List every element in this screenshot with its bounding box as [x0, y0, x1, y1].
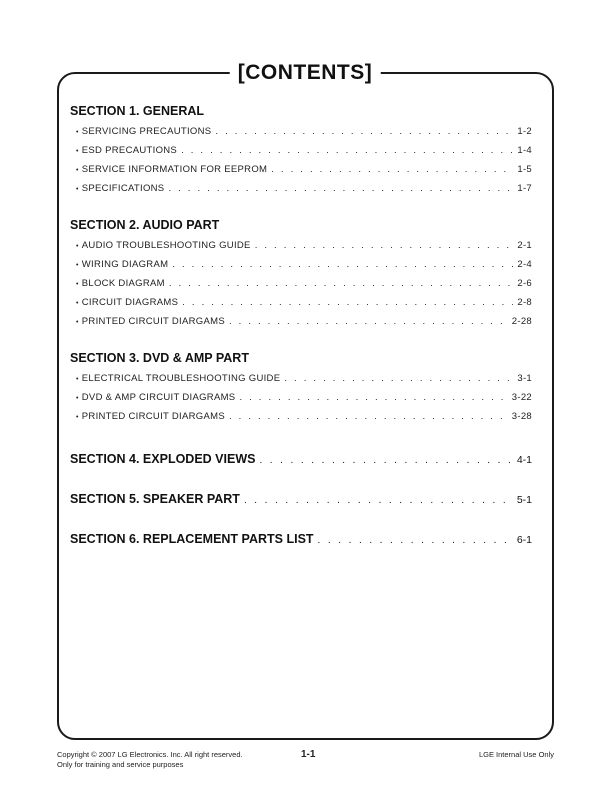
toc-entry-page: 1-7 — [517, 183, 532, 194]
toc-entry-label: DVD & AMP CIRCUIT DIAGRAMS — [81, 392, 236, 403]
toc-section-page: 6-1 — [516, 534, 532, 546]
bullet-icon: • — [76, 281, 79, 288]
toc-entry-page: 2-28 — [511, 316, 532, 327]
toc-entry-label: SERVICE INFORMATION FOR EEPROM — [81, 164, 268, 175]
toc-entry-page: 1-4 — [517, 145, 532, 156]
bullet-icon: • — [76, 148, 79, 155]
bullet-icon: • — [76, 319, 79, 326]
dot-leader — [169, 274, 514, 293]
classification-text: LGE Internal Use Only — [478, 750, 554, 759]
toc-entry[interactable] — [70, 255, 532, 274]
section-2 — [70, 214, 532, 331]
toc-entry-page: 2-8 — [517, 297, 532, 308]
toc-entry-page: 2-6 — [517, 278, 532, 289]
toc-entry[interactable] — [70, 388, 532, 407]
toc-entry-page: 3-28 — [511, 411, 532, 422]
bullet-icon: • — [76, 262, 79, 269]
bullet-icon: • — [76, 376, 79, 383]
toc-entry-page: 1-2 — [517, 126, 532, 137]
toc-entry-page: 2-4 — [517, 259, 532, 270]
toc-entry[interactable] — [70, 293, 532, 312]
dot-leader — [168, 179, 513, 198]
dot-leader — [271, 160, 513, 179]
toc-entry-page: 2-1 — [517, 240, 532, 251]
dot-leader — [229, 407, 508, 426]
footer-left — [57, 750, 243, 770]
dot-leader — [284, 369, 513, 388]
dot-leader — [239, 388, 507, 407]
bullet-icon: • — [76, 186, 79, 193]
toc-entry-label: WIRING DIAGRAM — [81, 259, 169, 270]
toc-entry-label: PRINTED CIRCUIT DIARGAMS — [81, 316, 225, 327]
toc-entry[interactable] — [70, 179, 532, 198]
dot-leader — [244, 490, 513, 512]
toc-section-page: 5-1 — [516, 494, 532, 506]
toc-entry-label: SERVICING PRECAUTIONS — [81, 126, 212, 137]
toc-entry-page: 3-22 — [511, 392, 532, 403]
bullet-icon: • — [76, 414, 79, 421]
toc-entry[interactable] — [70, 369, 532, 388]
section-1 — [70, 100, 532, 198]
toc-entry[interactable] — [70, 312, 532, 331]
bullet-icon: • — [76, 167, 79, 174]
dot-leader — [259, 450, 512, 472]
bullet-icon: • — [76, 129, 79, 136]
toc-entry-label: PRINTED CIRCUIT DIARGAMS — [81, 411, 225, 422]
toc-entry-label: CIRCUIT DIAGRAMS — [81, 297, 179, 308]
dot-leader — [182, 293, 513, 312]
toc-section-label: SECTION 5. SPEAKER PART — [70, 492, 240, 506]
toc-entry[interactable] — [70, 141, 532, 160]
toc-section-label: SECTION 4. EXPLODED VIEWS — [70, 452, 256, 466]
toc-section-label: SECTION 6. REPLACEMENT PARTS LIST — [70, 532, 314, 546]
dot-leader — [215, 122, 513, 141]
toc-section-4[interactable] — [70, 448, 532, 470]
toc-section-5[interactable] — [70, 488, 532, 510]
toc-entry[interactable] — [70, 274, 532, 293]
toc-entry-label: ESD PRECAUTIONS — [81, 145, 178, 156]
toc-entry-label: ELECTRICAL TROUBLESHOOTING GUIDE — [81, 373, 281, 384]
bullet-icon: • — [76, 300, 79, 307]
usage-note: Only for training and service purposes — [57, 760, 184, 769]
dot-leader — [229, 312, 508, 331]
page-title: [CONTENTS] — [230, 58, 381, 88]
dot-leader — [255, 236, 514, 255]
toc-entry-label: BLOCK DIAGRAM — [81, 278, 165, 289]
section-heading: SECTION 3. DVD & AMP PART — [70, 351, 249, 365]
toc-section-6[interactable] — [70, 528, 532, 550]
dot-leader — [318, 530, 513, 552]
copyright-text: Copyright © 2007 LG Electronics. Inc. All right reserved. — [57, 750, 243, 759]
dot-leader — [181, 141, 513, 160]
section-heading: SECTION 2. AUDIO PART — [70, 218, 220, 232]
toc-entry[interactable] — [70, 236, 532, 255]
toc-entry-label: AUDIO TROUBLESHOOTING GUIDE — [81, 240, 251, 251]
bullet-icon: • — [76, 395, 79, 402]
page-number: 1-1 — [301, 749, 316, 760]
toc-entry-page: 3-1 — [517, 373, 532, 384]
toc-entry-label: SPECIFICATIONS — [81, 183, 165, 194]
table-of-contents — [70, 100, 532, 568]
toc-section-page: 4-1 — [516, 454, 532, 466]
toc-entry[interactable] — [70, 160, 532, 179]
section-heading: SECTION 1. GENERAL — [70, 104, 205, 118]
section-3 — [70, 347, 532, 426]
toc-entry[interactable] — [70, 122, 532, 141]
toc-entry[interactable] — [70, 407, 532, 426]
dot-leader — [172, 255, 513, 274]
bullet-icon: • — [76, 243, 79, 250]
toc-entry-page: 1-5 — [517, 164, 532, 175]
